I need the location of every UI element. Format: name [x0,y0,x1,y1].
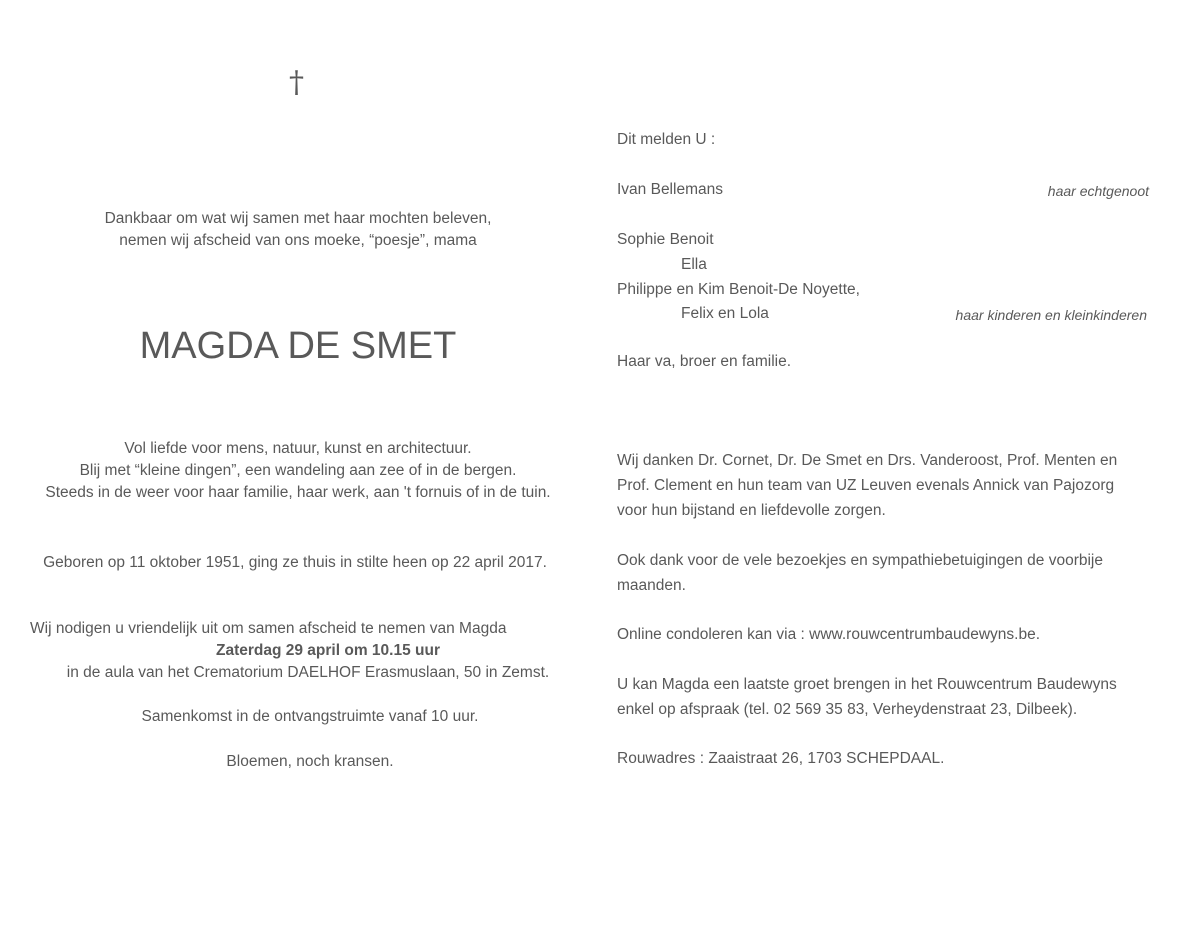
character-line: Blij met “kleine dingen”, een wandeling aan zee of in de bergen. [79,462,517,479]
spouse-name: Ivan Bellemans [617,181,723,198]
deceased-name: MAGDA DE SMET [139,325,457,367]
thanks-line: maanden. [617,577,686,594]
child-name: Philippe en Kim Benoit-De Noyette, [617,281,860,298]
family-text: Haar va, broer en familie. [617,353,792,370]
birth-death-text: Geboren op 11 oktober 1951, ging ze thuis in stilte heen op 22 april 2017. [43,554,547,571]
mourning-address: Rouwadres : Zaaistraat 26, 1703 SCHEPDAAL. [617,750,945,767]
ceremony-date-time: Zaterdag 29 april om 10.15 uur [216,642,440,659]
flowers-text: Bloemen, noch kransen. [226,753,394,770]
child-name: Sophie Benoit [617,231,714,248]
grandchild-name: Felix en Lola [681,305,769,322]
gratitude-line: Dankbaar om wat wij samen met haar mochten beleven, [104,210,492,227]
announcement-intro: Dit melden U : [617,131,716,148]
visit-line: U kan Magda een laatste groet brengen in het Rouwcentrum Baudewyns [617,676,1117,693]
thanks-line: voor hun bijstand en liefdevolle zorgen. [617,502,886,519]
invitation-text: Wij nodigen u vriendelijk uit om samen afscheid te nemen van Magda [30,620,507,637]
cross-symbol: † [289,65,304,100]
online-condolence-text: Online condoleren kan via : www.rouwcentrumbaudewyns.be. [617,626,1041,643]
character-text [30,438,566,504]
grandchild-name: Ella [681,256,707,273]
gratitude-text [30,208,566,252]
thanks-line: Ook dank voor de vele bezoekjes en sympathiebetuigingen de voorbije [617,552,1103,569]
visit-line: enkel op afspraak (tel. 02 569 35 83, Verheydenstraat 23, Dilbeek). [617,701,1078,718]
visit-text [617,672,1117,722]
thanks-text [617,448,1117,523]
thanks-line: Prof. Clement en hun team van UZ Leuven evenals Annick van Pajozorg [617,477,1115,494]
ceremony-location: in de aula van het Crematorium DAELHOF Erasmuslaan, 50 in Zemst. [66,664,550,681]
children-role: haar kinderen en kleinkinderen [955,307,1147,323]
spouse-role: haar echtgenoot [1047,183,1149,199]
thanks-visits-text [617,548,1103,598]
character-line: Steeds in de weer voor haar familie, haar werk, aan 't fornuis of in de tuin. [45,484,551,501]
character-line: Vol liefde voor mens, natuur, kunst en architectuur. [124,440,472,457]
gathering-text: Samenkomst in de ontvangstruimte vanaf 10 uur. [141,708,479,725]
gratitude-line: nemen wij afscheid van ons moeke, “poesje”, mama [119,232,477,249]
thanks-line: Wij danken Dr. Cornet, Dr. De Smet en Drs. Vanderoost, Prof. Menten en [617,452,1118,469]
